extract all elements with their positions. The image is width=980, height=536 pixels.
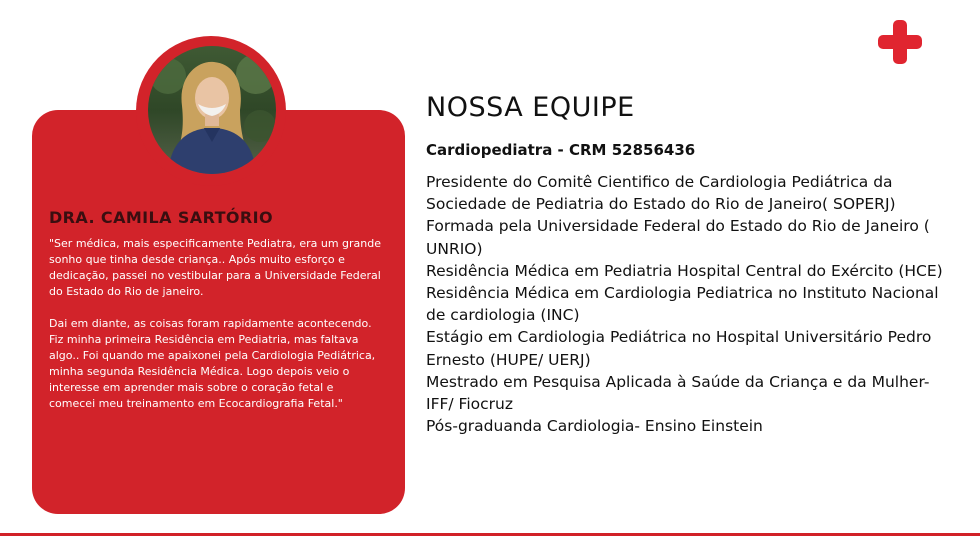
- list-item: Mestrado em Pesquisa Aplicada à Saúde da Criança e da Mulher- IFF/ Fiocruz: [426, 372, 930, 414]
- quote-paragraph: Dai em diante, as coisas foram rapidamente acontecendo. Fiz minha primeira Residência em Pediatria, mas faltava algo.. Foi quando me apaixonei pela Cardiologia Pediátrica, minha segunda Residência Médica. Logo depois veio o interesse em aprender mais sobre o coração fetal e comecei meu treinamento em Ecocardiografia Fetal.": [49, 317, 376, 410]
- list-item: Estágio em Cardiologia Pediátrica no Hospital Universitário Pedro Ernesto (HUPE/ UERJ): [426, 328, 932, 369]
- list-item: Residência Médica em Pediatria Hospital Central do Exército (HCE): [426, 261, 943, 280]
- list-item: Formada pela Universidade Federal do Estado do Rio de Janeiro ( UNRIO): [426, 217, 930, 258]
- list-item: Pós-graduanda Cardiologia- Ensino Einstein: [426, 417, 763, 436]
- credentials-list: [426, 171, 956, 437]
- list-item: Residência Médica em Cardiologia Pediatrica no Instituto Nacional de cardiologia (INC): [426, 284, 939, 325]
- doctor-quote: [49, 236, 383, 412]
- quote-paragraph: "Ser médica, mais especificamente Pediatra, era um grande sonho que tinha desde criança.. Após muito esforço e dedicação, passei no vestibular para a Universidade Federal do Estado do Rio de janeiro.: [49, 237, 382, 298]
- doctor-name: DRA. CAMILA SARTÓRIO: [49, 208, 273, 227]
- page-title: NOSSA EQUIPE: [426, 92, 635, 123]
- doctor-portrait: [148, 46, 276, 174]
- list-item: Presidente do Comitê Cientifico de Cardiologia Pediátrica da Sociedade de Pediatria do Estado do Rio de Janeiro( SOPERJ): [426, 173, 896, 214]
- doctor-specialty: Cardiopediatra - CRM 52856436: [426, 141, 696, 159]
- avatar: [148, 46, 276, 174]
- plus-icon: [876, 18, 924, 66]
